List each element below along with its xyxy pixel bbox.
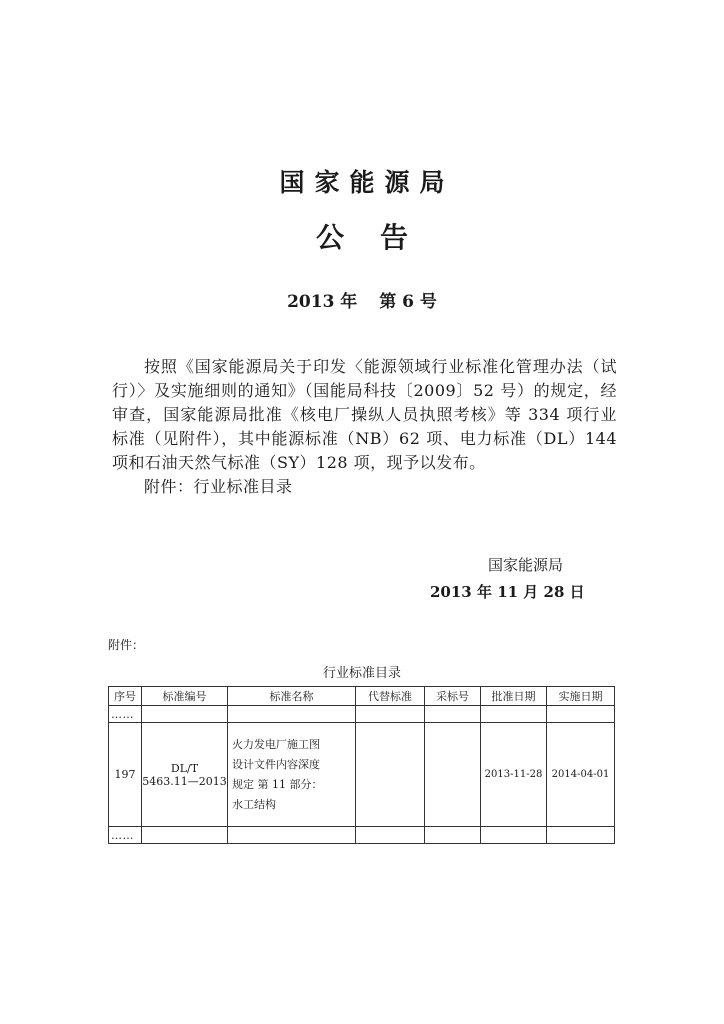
issue-number	[0, 287, 724, 312]
col-header-name: 标准名称	[228, 687, 356, 706]
signature-date: 2013 年 11 月 28 日	[430, 583, 585, 601]
catalog-title: 行业标准目录	[322, 666, 401, 681]
table-header-row	[109, 687, 615, 706]
table-row-ellipsis-end	[109, 827, 615, 844]
announcement-body	[112, 355, 617, 499]
row-name-line3: 规定 第 11 部分：	[232, 777, 323, 791]
row-name-line4: 水工结构	[232, 797, 276, 811]
row-code-line2: 5463.11—2013	[142, 774, 227, 788]
attachment-label: 附件：	[108, 638, 145, 652]
signature-agency: 国家能源局	[488, 556, 564, 574]
ellipsis-cell-end: ……	[109, 827, 142, 844]
issue-year: 2013 年	[287, 292, 358, 312]
announcement-paragraph: 按照《国家能源局关于印发〈能源领域行业标准化管理办法（试行）〉及实施细则的通知》（国能局科技〔2009〕52 号）的规定，经审查，国家能源局批准《核电厂操纵人员执照考核》等 334 项行业标准（见附件），其中能源标准（NB）62 项、电力标准（DL）144 项和石油天然气标准（SY）128 项，现予以发布。	[112, 357, 617, 472]
notice-title: 公告	[315, 221, 444, 254]
col-header-code: 标准编号	[142, 687, 228, 706]
col-header-adopted: 采标号	[425, 687, 481, 706]
col-header-seq: 序号	[109, 687, 142, 706]
issue-no: 第 6 号	[379, 292, 437, 312]
row-effective: 2014-04-01	[547, 723, 615, 827]
table-row-ellipsis	[109, 706, 615, 723]
row-adopted	[425, 723, 481, 827]
row-approved: 2013-11-28	[481, 723, 547, 827]
ellipsis-cell: ……	[109, 706, 142, 723]
row-code-line1: DL/T	[170, 761, 199, 775]
col-header-approved: 批准日期	[481, 687, 547, 706]
row-name-line2: 设计文件内容深度	[232, 757, 320, 771]
row-code	[142, 723, 228, 827]
table-row	[109, 723, 615, 827]
row-name-line1: 火力发电厂施工图	[232, 737, 320, 751]
row-name	[228, 723, 356, 827]
standards-table	[108, 686, 615, 844]
agency-title: 国家能源局	[279, 168, 455, 197]
row-seq: 197	[109, 723, 142, 827]
col-header-effective: 实施日期	[547, 687, 615, 706]
row-replaces	[356, 723, 425, 827]
col-header-replaces: 代替标准	[356, 687, 425, 706]
attachment-note: 附件：行业标准目录	[144, 477, 293, 496]
